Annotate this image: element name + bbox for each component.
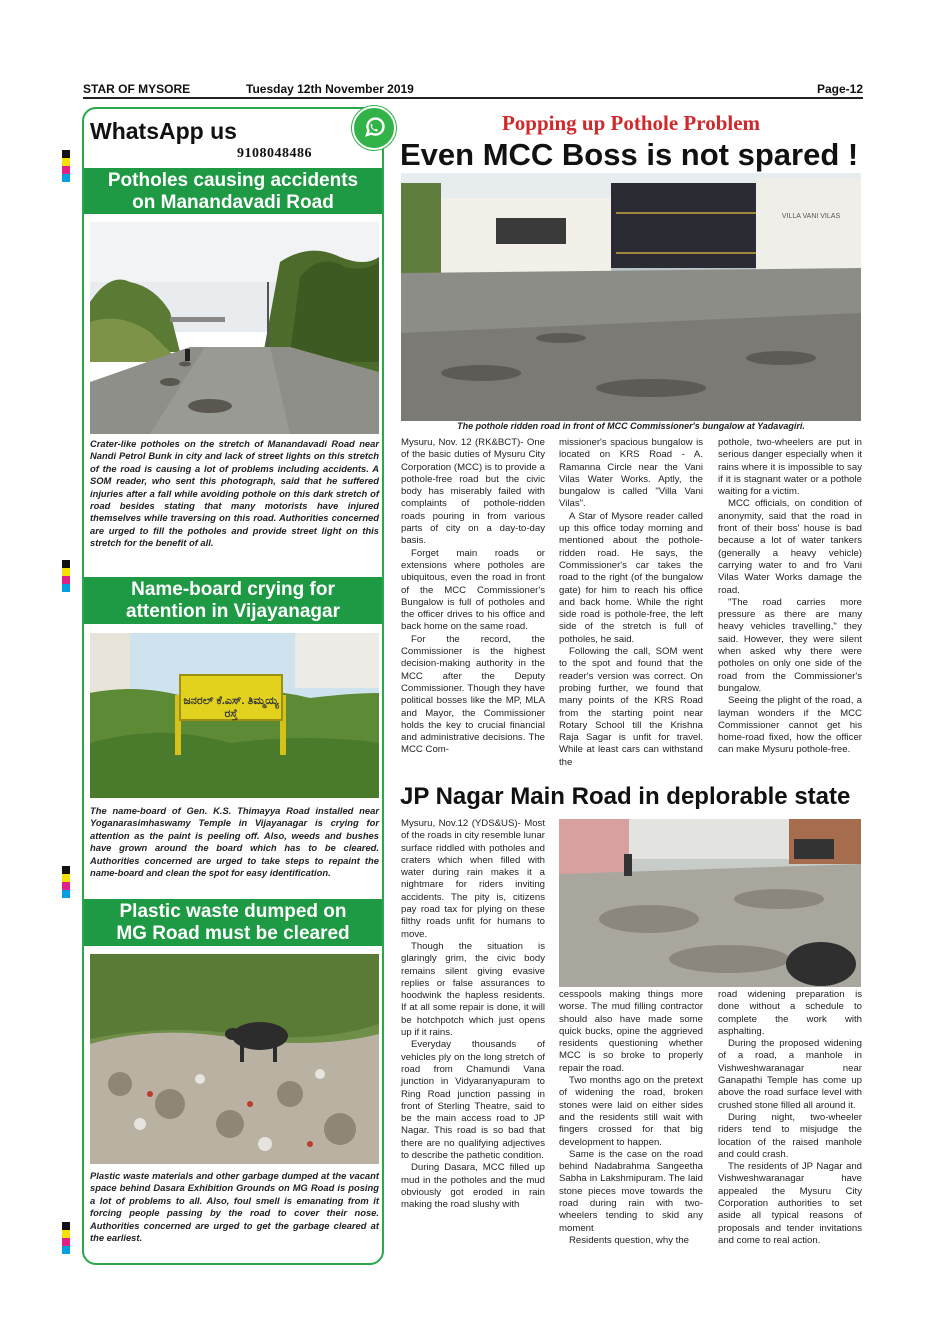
main-story-column-3 [718, 437, 862, 757]
mcc-bungalow-photo [401, 173, 861, 421]
registration-mark [62, 560, 70, 568]
sidebar-story-caption: Crater-like potholes on the stretch of Manandavadi Road near Nandi Petrol Bunk in city and lack of street lights on this stretch of the road is causing a lot of problems including accidents. A SOM reader, who sent this photograph, said that he suffered injuries after a fall while avoiding pothole on this dark stretch of road besides stating that many motorists have injured themselves while traversing on this road. Authorities concerned are urged to fill the potholes and provide street light on this stretch for the benefit of all. [90, 438, 379, 549]
paragraph: pothole, two-wheelers are put in serious danger especially when it rains where it is impossible to say if it is stagnant water or a pothole waiting for a victim. [718, 437, 862, 498]
paragraph: Two months ago on the pretext of widening the road, broken stones were laid on either sides and the residents still wait with fingers crossed for that big development to happen. [559, 1075, 703, 1148]
jp-nagar-road-photo [559, 819, 861, 987]
heading-line: Plastic waste dumped on [119, 901, 347, 922]
paragraph: A Star of Mysore reader called up this office today morning and mentioned about the pothole-ridden road. He says, the Commissioner's car takes the road to the right (of the bungalow gate) for him to reach his office and back home. While the right side road is pothole-free, the left side of the stretch is full of potholes, he said. [559, 510, 703, 645]
registration-mark [62, 150, 70, 158]
registration-mark [62, 1222, 70, 1230]
paragraph: The residents of JP Nagar and Vishweshwaranagar have appealed the Mysuru City Corporation authorities to set aside all typical reasons of proposals and tender invitations and come to real action. [718, 1161, 862, 1246]
sidebar-story-caption: The name-board of Gen. K.S. Thimayya Road installed near Yoganarasimhaswamy Temple in Vijayanagar is crying for attention as the paint is peeling off. Also, weeds and bushes have grown around the board which has to be cleared. Authorities concerned are urged to take steps to repaint the name-board and clean the spot for easy identification. [90, 805, 379, 879]
signboard-text: ಜನರಲ್ ಕೆ.ಎಸ್. ತಿಮ್ಮಯ್ಯ ರಸ್ತೆ [183, 695, 279, 720]
sidebar-story-caption: Plastic waste materials and other garbage dumped at the vacant space behind Dasara Exhibition Grounds on MG Road is posing a lot of problems to all. Also, foul smell is emanating from it forcing people passing by the road to cover their nose. Authorities concerned are urged to get the garbage cleared at the earliest. [90, 1170, 379, 1244]
heading-line: attention in Vijayanagar [126, 601, 340, 622]
registration-mark [62, 584, 70, 592]
paper-name: STAR OF MYSORE [83, 82, 191, 96]
paragraph: missioner's spacious bungalow is located on KRS Road - A. Ramanna Circle near the Vani Vilas Water Works. Aptly, the bungalow is called "Villa Vani Vilas". [559, 437, 703, 510]
registration-mark [62, 882, 70, 890]
paragraph: Following the call, SOM went to the spot and found that the reader's version was correct. On probing further, we found that many points of the KRS Road from the starting point near Rotary School till the Krishna Raja Sagar is unfit for travel. While at least cars can withstand the [559, 646, 703, 768]
sidebar-story-heading [84, 899, 382, 946]
heading-line: Potholes causing accidents [107, 170, 359, 191]
paragraph: road widening preparation is done without a schedule to complete the work with asphalting. [718, 989, 862, 1037]
paragraph: Everyday thousands of vehicles ply on the long stretch of road from Chamundi Vana junction in Vidyaranyapuram to Ring Road junction passing in front of Sterling Theatre, said to be the main access road to JP Nagar. This road is so bad that there are no qualifying adjectives to describe the pathetic condition. [401, 1039, 545, 1162]
header-rule [83, 97, 863, 99]
paragraph: MCC officials, on condition of anonymity, said that the road in front of their boss' house is bad because a lot of water tankers (generally a heavy vehicle) carrying water to and fro Vani Vilas Water Works damage the road. [718, 498, 862, 596]
heading-line: Name-board crying for [131, 579, 335, 600]
paragraph: Forget main roads or extensions where potholes are ubiquitous, even the road in front of the MCC Commissioner's Bungalow is full of potholes and the officer drives to his office and back home on the same road. [401, 547, 545, 633]
registration-mark [62, 576, 70, 584]
heading-line: MG Road must be cleared [116, 923, 350, 944]
registration-mark [62, 166, 70, 174]
paragraph: During night, two-wheeler riders tend to misjudge the location of the raised manhole and could crash. [718, 1111, 862, 1160]
main-story-column-1 [401, 437, 545, 757]
second-story-column-3 [718, 989, 862, 1247]
whatsapp-icon [352, 106, 396, 150]
pothole-road-photo [90, 222, 379, 434]
registration-mark [62, 866, 70, 874]
main-headline: Even MCC Boss is not spared ! [400, 137, 859, 172]
registration-mark [62, 1230, 70, 1238]
registration-mark [62, 1238, 70, 1246]
second-story-column-1 [401, 818, 545, 1212]
story-kicker: Popping up Pothole Problem [501, 111, 761, 135]
bungalow-nameplate: VILLA VANI VILAS [781, 213, 841, 220]
paragraph: Residents question, why the [569, 1234, 689, 1246]
page-header [83, 82, 863, 97]
main-photo-caption: The pothole ridden road in front of MCC Commissioner's bungalow at Yadavagiri. [457, 421, 805, 431]
whatsapp-number: 9108048486 [237, 146, 312, 161]
paragraph: Mysuru, Nov.12 (YDS&US)- Most of the roads in city resemble lunar surface riddled with potholes and craters which when filled with water during rain makes it a nightmare for riders inviting accidents. The pity is, citizens pay road tax for plying on these filthy roads unfit for humans to move. [401, 818, 545, 940]
name-board-photo [90, 633, 379, 798]
heading-line: on Manandavadi Road [132, 192, 334, 213]
paragraph: During the proposed widening of a road, a manhole in Vishweshwaranagar near Ganapathi Temple has come up above the road surface level with crushed stone filled all around it. [718, 1038, 862, 1111]
page-number: Page-12 [816, 82, 863, 96]
registration-mark [62, 158, 70, 166]
issue-date: Tuesday 12th November 2019 [246, 82, 414, 96]
paragraph: cesspools making things more worse. The mud filling contractor should also have made some quick bucks, opine the aggrieved residents questioning whether MCC is so broke to properly repair the road. [559, 989, 703, 1074]
registration-mark [62, 890, 70, 898]
registration-mark [62, 174, 70, 182]
paragraph: Seeing the plight of the road, a layman wonders if the MCC Commissioner cannot get his home-road fixed, how the officer can make Mysuru pothole-free. [718, 695, 862, 756]
registration-mark [62, 874, 70, 882]
paragraph: "The road carries more pressure as there are many heavy vehicles travelling," they said. However, they were silent when asked why there were potholes on only one side of the road from the Commissioner's bungalow. [718, 596, 862, 694]
garbage-dump-photo [90, 954, 379, 1164]
second-story-column-2 [559, 989, 703, 1247]
second-headline: JP Nagar Main Road in deplorable state [400, 783, 851, 810]
whatsapp-title: WhatsApp us [90, 118, 237, 144]
paragraph: During Dasara, MCC filled up mud in the potholes and the mud obviously got eroded in rain making the road slushy with [401, 1162, 545, 1211]
sidebar-story-heading [84, 577, 382, 624]
main-story-column-2 [559, 437, 703, 769]
registration-mark [62, 1246, 70, 1254]
paragraph: For the record, the Commissioner is the highest decision-making authority in the MCC after the Deputy Commissioner. Though they have political bosses like the MP, MLA and Mayor, the Commissioner holds the key to crucial financial and administrative decisions. The MCC Com- [401, 633, 545, 756]
paragraph: Mysuru, Nov. 12 (RK&BCT)- One of the basic duties of Mysuru City Corporation (MCC) is to provide a pothole-free road but the civic body has miserably failed with complaints of pothole-ridden roads pouring in from various parts of city on a day-to-day basis. [401, 437, 545, 547]
paragraph: Though the situation is glaringly grim, the civic body remains silent giving evasive replies or false assurances to hoodwink the hapless residents. If at all some repair is done, it will be hotchpotch which just opens up if it rains. [401, 940, 545, 1039]
sidebar-story-heading [84, 168, 382, 214]
registration-mark [62, 568, 70, 576]
paragraph: Same is the case on the road behind Nadabrahma Sangeetha Sabha in Lakshmipuram. The laid stone pieces move towards the road during rain with two-wheelers tending to skid any moment [559, 1148, 703, 1234]
